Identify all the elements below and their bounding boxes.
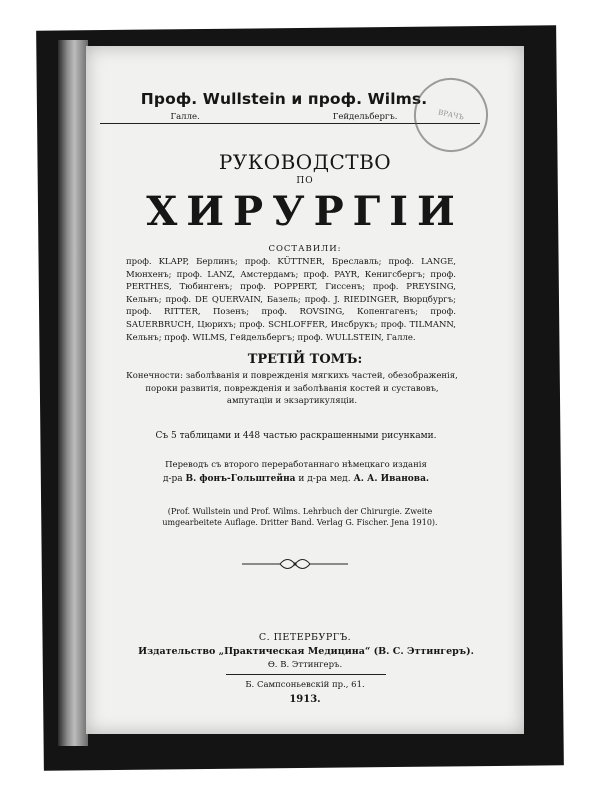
contributors-heading: СОСТАВИЛИ:	[268, 244, 342, 254]
title-line-2: ПО	[296, 176, 314, 186]
imprint-address: Б. Сампсоньевскій пр., 61.	[245, 680, 365, 690]
imprint-publisher: Издательство „Практическая Медицина“ (В. С. Эттингеръ).	[138, 646, 474, 657]
main-title: ХИРУРГІИ	[146, 188, 464, 235]
author-cities	[104, 112, 464, 122]
title-page	[86, 46, 524, 734]
imprint-rule	[226, 674, 386, 675]
authors-line: Проф. Wullstein и проф. Wilms.	[140, 90, 428, 108]
translator-prefix: д-ра	[162, 474, 183, 484]
author-city-right: Гейдельбергъ.	[332, 112, 398, 122]
plates-note: Съ 5 таблицами и 448 частью раскрашенными рисунками.	[155, 431, 437, 441]
translator-conjunction: и д-ра мед.	[298, 474, 351, 484]
translators-line	[116, 474, 476, 484]
imprint-year: 1913.	[289, 694, 321, 705]
volume-title: ТРЕТІЙ ТОМЪ:	[247, 352, 363, 367]
contributors-list: проф. KLAPP, Берлинъ; проф. KÜTTNER, Бреславль; проф. LANGE, Мюнхенъ; проф. LANZ, Амстердамъ; проф. PAYR, Кенигсбергъ; проф. PERTHES, Тюбингенъ; проф. POPPERT, Гиссенъ; проф. PREYSING, Кельнъ; проф. DE QUERVAIN, Базель; проф. J. RIEDINGER, Вюрцбургъ; проф. RITTER, Позенъ; проф. ROVSING, Копенгагенъ; проф. SAUERBRUCH, Цюрихъ; проф. SCHLOFFER, Инсбрукъ; проф. TILMANN, Кельнъ; проф. WILMS, Гейдельбергъ; проф. WULLSTEIN, Галле.	[126, 257, 456, 343]
volume-description: Конечности: заболѣванія и поврежденія мягкихъ частей, обезображенія, пороки развитія, поврежденія и заболѣванія костей и суставовъ, ампутаціи и экзартикуляціи.	[126, 371, 458, 406]
title-line-1: РУКОВОДСТВО	[218, 150, 392, 174]
original-edition-note: (Prof. Wullstein und Prof. Wilms. Lehrbuch der Chirurgie. Zweite umgearbeitete Auflage. Dritter Band. Verlag G. Fischer. Jena 1910).	[162, 507, 438, 527]
translator-2: А. А. Иванова.	[353, 474, 430, 484]
library-stamp: ВРАЧЪ	[407, 71, 495, 159]
author-city-left: Галле.	[170, 112, 200, 122]
ornament-divider	[240, 558, 350, 570]
translation-note: Переводъ съ второго переработаннаго нѣмецкаго изданія	[165, 460, 427, 470]
imprint-printer: Ѳ. В. Эттингеръ.	[267, 660, 343, 670]
imprint-city: С. ПЕТЕРБУРГЪ.	[258, 632, 352, 643]
translator-1: В. фонъ-Гольштейна	[185, 474, 296, 484]
book-spine	[58, 40, 88, 746]
